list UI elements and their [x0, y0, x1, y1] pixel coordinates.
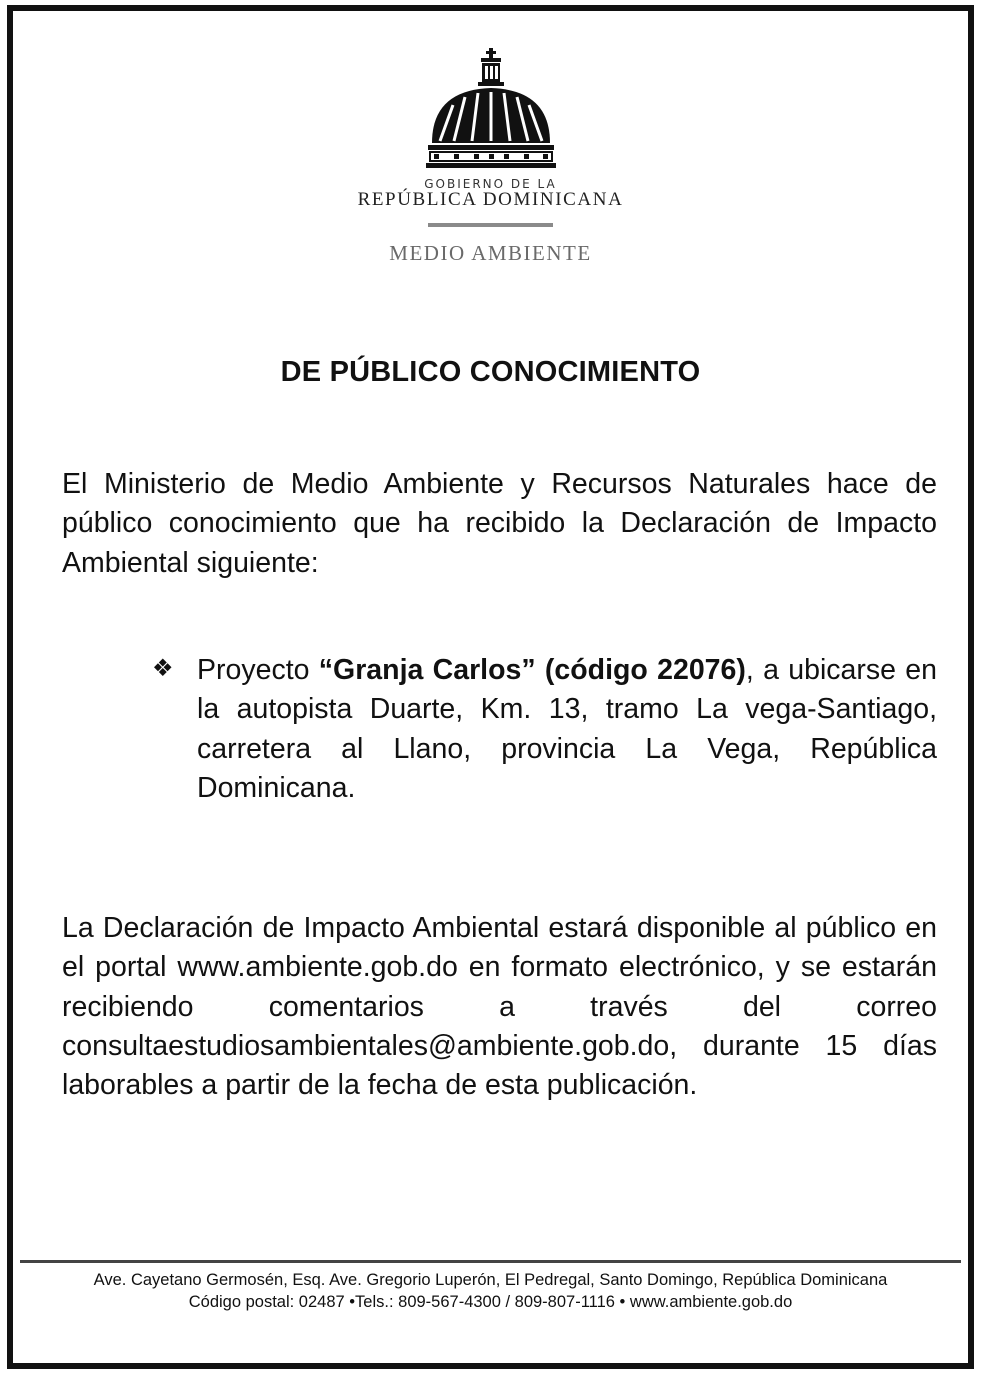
- logo: [0, 48, 981, 173]
- project-prefix: Proyecto: [197, 654, 319, 686]
- closing-paragraph: La Declaración de Impacto Ambiental estará disponible al público en el portal www.ambiente.gob.do en formato electrónico, y se estarán recibiendo comentarios a través del correo consultaestudiosambientales@ambiente.gob.do, durante 15 días laborables a partir de la fecha de esta publicación.: [62, 912, 937, 1102]
- diamond-bullet-icon: ❖: [152, 655, 174, 682]
- country-name: REPÚBLICA DOMINICANA: [357, 189, 624, 210]
- logo-divider: [428, 223, 553, 227]
- government-label: GOBIERNO DE LA: [424, 177, 557, 191]
- footer-divider: [20, 1260, 961, 1263]
- footer-address: Ave. Cayetano Germosén, Esq. Ave. Gregorio Luperón, El Pedregal, Santo Domingo, República Dominicana: [93, 1271, 888, 1289]
- capitol-dome-icon: [426, 48, 556, 173]
- project-name: “Granja Carlos” (código 22076): [318, 654, 746, 686]
- project-location: , a ubicarse en la autopista Duarte, Km. 13, tramo La vega-Santiago, carretera al Llano, provincia La Vega, República Dominicana.: [197, 654, 938, 804]
- project-description: [197, 651, 937, 808]
- footer-contact: Código postal: 02487 •Tels.: 809-567-4300 / 809-807-1116 • www.ambiente.gob.do: [188, 1293, 793, 1311]
- notice-title: DE PÚBLICO CONOCIMIENTO: [280, 356, 701, 388]
- intro-paragraph: El Ministerio de Medio Ambiente y Recursos Naturales hace de público conocimiento que ha recibido la Declaración de Impacto Ambiental siguiente:: [62, 468, 937, 579]
- ministry-name: MEDIO AMBIENTE: [389, 241, 592, 265]
